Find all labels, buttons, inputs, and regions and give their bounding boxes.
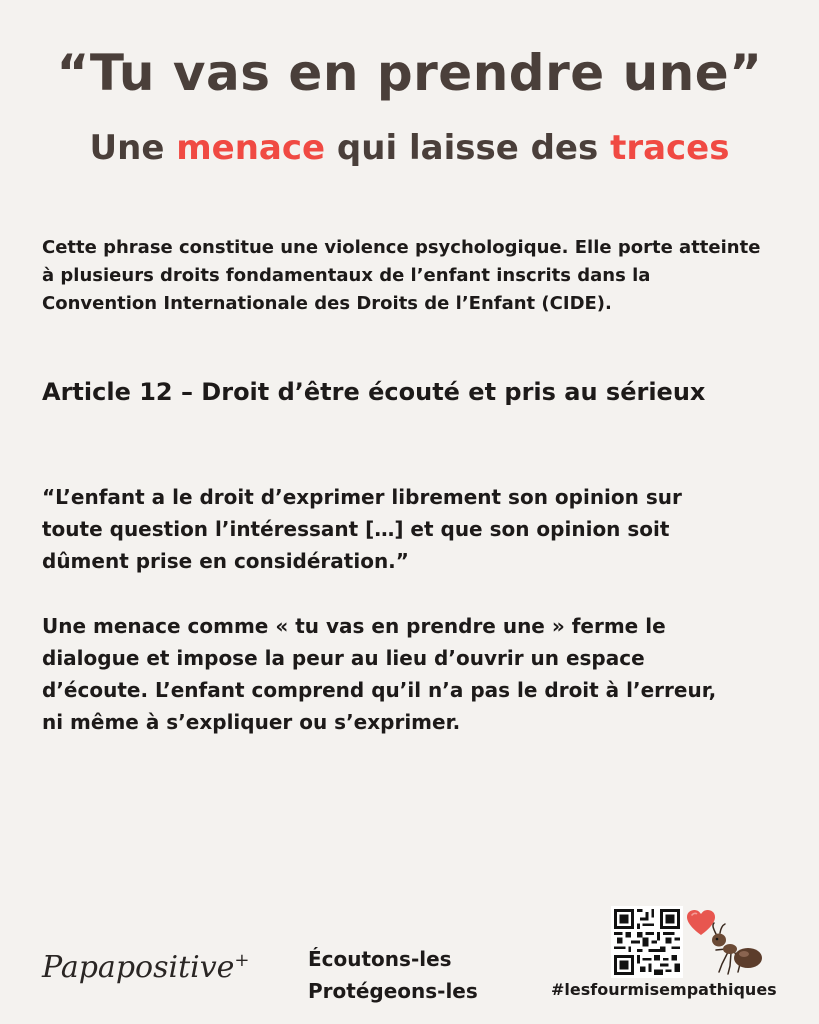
quote-line: toute question l’intéressant […] et que son opinion soit xyxy=(42,517,670,541)
subtitle-text-1: Une xyxy=(89,128,177,168)
qr-code-icon xyxy=(611,906,683,978)
article-heading: Article 12 – Droit d’être écouté et pris au sérieux xyxy=(42,378,706,406)
logo-text: Papapositive xyxy=(42,950,235,985)
quote-line: dûment prise en considération.” xyxy=(42,549,409,573)
explain-line: d’écoute. L’enfant comprend qu’il n’a pas le droit à l’erreur, xyxy=(42,678,717,702)
papapositive-logo xyxy=(42,950,250,985)
explain-line: dialogue et impose la peur au lieu d’ouvrir un espace xyxy=(42,646,645,670)
intro-line: Convention Internationale des Droits de l’Enfant (CIDE). xyxy=(42,293,612,314)
page-subtitle xyxy=(0,128,819,168)
quote-line: “L’enfant a le droit d’exprimer librement son opinion sur xyxy=(42,485,682,509)
slogan xyxy=(308,943,478,1007)
explain-line: ni même à s’expliquer ou s’exprimer. xyxy=(42,710,461,734)
explanation-paragraph xyxy=(42,610,742,738)
subtitle-accent-traces: traces xyxy=(610,128,730,168)
slogan-line: Protégeons-les xyxy=(308,979,478,1003)
explain-line: Une menace comme « tu vas en prendre une » ferme le xyxy=(42,614,666,638)
article-quote xyxy=(42,481,732,577)
intro-paragraph xyxy=(42,234,787,318)
subtitle-text-2: qui laisse des xyxy=(325,128,611,168)
hashtag: #lesfourmisempathiques xyxy=(551,980,777,999)
slogan-line: Écoutons-les xyxy=(308,947,452,971)
intro-line: Cette phrase constitue une violence psychologique. Elle porte atteinte xyxy=(42,237,761,258)
page-title: “Tu vas en prendre une” xyxy=(56,44,763,102)
ant-icon xyxy=(704,922,766,980)
subtitle-accent-menace: menace xyxy=(176,128,326,168)
intro-line: à plusieurs droits fondamentaux de l’enfant inscrits dans la xyxy=(42,265,651,286)
logo-mark: + xyxy=(234,950,250,971)
